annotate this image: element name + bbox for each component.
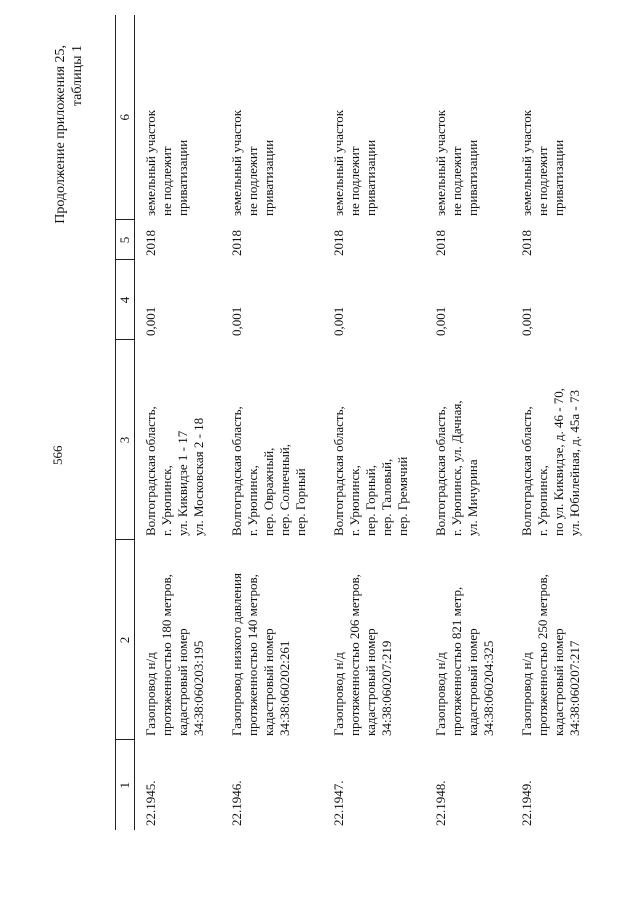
object-note: земельный участок не подлежит приватизации: [331, 109, 378, 216]
column-header: 6: [116, 15, 135, 220]
table-row: [135, 15, 222, 830]
property-table: [115, 15, 597, 830]
row-number: 22.1947.: [331, 780, 346, 826]
object-address: Волгоградская область, г. Урюпинск, пер. Овражный, пер. Солнечный, пер. Горный: [229, 406, 308, 536]
object-note: земельный участок не подлежит приватизации: [519, 109, 566, 216]
table-row: [221, 15, 323, 830]
row-number: 22.1945.: [143, 780, 158, 826]
page-number: 566: [50, 445, 65, 465]
object-note: земельный участок не подлежит приватизации: [143, 109, 190, 216]
column-header: 1: [116, 740, 135, 830]
object-year: 2018: [433, 230, 448, 256]
object-year: 2018: [519, 230, 534, 256]
object-year: 2018: [331, 230, 346, 256]
object-name: Газопровод низкого давления протяженностью 140 метров, кадастровый номер 34:38:060202:261: [229, 573, 292, 736]
header-row: [116, 15, 135, 830]
object-address: Волгоградская область, г. Урюпинск, ул. Дачная, ул. Мичурина: [433, 400, 480, 536]
row-number: 22.1946.: [229, 780, 244, 826]
object-address: Волгоградская область, г. Урюпинск, пер. Горный, пер. Таловый, пер. Гремячий: [331, 406, 410, 536]
object-area: 0,001: [229, 306, 244, 336]
object-name: Газопровод н/д протяженностью 250 метров, кадастровый номер 34:38:060207:217: [519, 574, 582, 736]
column-header: 2: [116, 540, 135, 740]
object-name: Газопровод н/д протяженностью 180 метров, кадастровый номер 34:38:060203:195: [143, 574, 206, 736]
object-address: Волгоградская область, г. Урюпинск, по ул. Киквидзе, д. 46 - 70, ул. Юбилейная, д. 45а - 73: [519, 387, 582, 536]
object-area: 0,001: [143, 306, 158, 336]
object-area: 0,001: [433, 306, 448, 336]
column-header: 5: [116, 220, 135, 260]
object-name: Газопровод н/д протяженностью 206 метров, кадастровый номер 34:38:060207:219: [331, 574, 394, 736]
table-row: [511, 15, 597, 830]
table-row: [323, 15, 425, 830]
row-number: 22.1948.: [433, 780, 448, 826]
object-year: 2018: [229, 230, 244, 256]
table-caption: Продолжение приложения 25, таблицы 1: [53, 45, 85, 224]
column-header: 3: [116, 340, 135, 540]
row-number: 22.1949.: [519, 780, 534, 826]
table-row: [425, 15, 511, 830]
object-year: 2018: [143, 230, 158, 256]
object-area: 0,001: [331, 306, 346, 336]
object-name: Газопровод н/д протяженностью 821 метр, кадастровый номер 34:38:060204:325: [433, 586, 496, 736]
object-address: Волгоградская область, г. Урюпинск, ул. Киквидзе 1 - 17 ул. Московская 2 - 18: [143, 406, 206, 536]
object-note: земельный участок не подлежит приватизации: [433, 109, 480, 216]
object-area: 0,001: [519, 306, 534, 336]
object-note: земельный участок не подлежит приватизации: [229, 109, 276, 216]
column-header: 4: [116, 260, 135, 340]
